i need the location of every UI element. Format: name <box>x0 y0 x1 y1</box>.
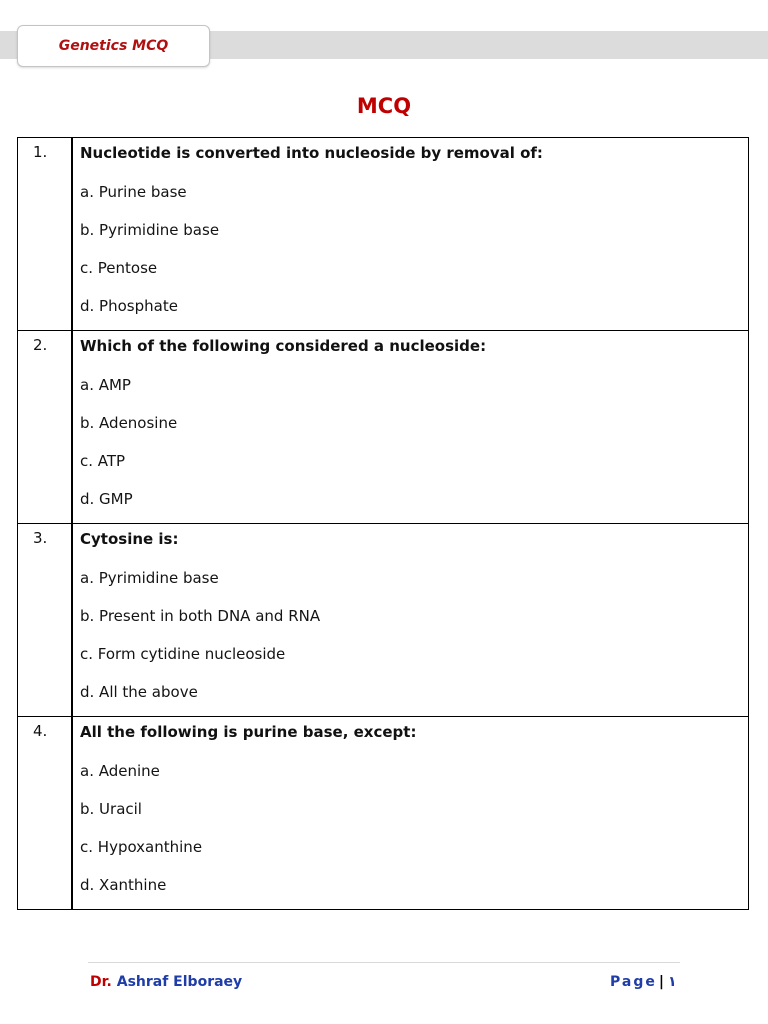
question-number-cell <box>18 138 73 331</box>
option-d: d. Phosphate <box>80 297 178 315</box>
question-number-cell <box>18 717 73 910</box>
question-row <box>18 331 749 524</box>
question-row <box>18 717 749 910</box>
option-c: c. Form cytidine nucleoside <box>80 645 286 663</box>
author-name: Ashraf Elboraey <box>116 974 243 990</box>
mcq-table <box>17 137 749 910</box>
question-number: 1. <box>33 143 48 161</box>
option-a: a. Pyrimidine base <box>80 569 219 587</box>
header-tab <box>17 25 210 67</box>
question-text: Which of the following considered a nucleoside: <box>80 337 487 355</box>
option-a: a. Adenine <box>80 762 160 780</box>
question-cell <box>72 138 749 331</box>
footer-page-number <box>610 974 677 990</box>
footer-divider <box>88 962 680 963</box>
option-b: b. Uracil <box>80 800 142 818</box>
option-a: a. AMP <box>80 376 131 394</box>
option-b: b. Pyrimidine base <box>80 221 220 239</box>
question-cell <box>72 524 749 717</box>
author-prefix: Dr. <box>90 974 112 990</box>
question-row <box>18 138 749 331</box>
question-cell <box>72 331 749 524</box>
option-a: a. Purine base <box>80 183 187 201</box>
question-number: 3. <box>33 529 48 547</box>
option-b: b. Adenosine <box>80 414 178 432</box>
header-tab-label: Genetics MCQ <box>58 38 169 54</box>
page-separator: | <box>658 974 666 990</box>
question-cell <box>72 717 749 910</box>
page-number: ١ <box>667 974 677 990</box>
question-number-cell <box>18 331 73 524</box>
footer-author <box>90 974 242 990</box>
option-c: c. ATP <box>80 452 126 470</box>
question-text: Cytosine is: <box>80 530 179 548</box>
question-number-cell <box>18 524 73 717</box>
option-c: c. Hypoxanthine <box>80 838 203 856</box>
question-number: 4. <box>33 722 48 740</box>
option-d: d. All the above <box>80 683 198 701</box>
question-number: 2. <box>33 336 48 354</box>
page-title: MCQ <box>356 94 412 118</box>
option-c: c. Pentose <box>80 259 158 277</box>
question-text: All the following is purine base, except: <box>80 723 417 741</box>
option-d: d. Xanthine <box>80 876 167 894</box>
question-text: Nucleotide is converted into nucleoside by removal of: <box>80 144 543 162</box>
page-word: Page <box>610 974 657 990</box>
option-d: d. GMP <box>80 490 133 508</box>
option-b: b. Present in both DNA and RNA <box>80 607 321 625</box>
question-row <box>18 524 749 717</box>
